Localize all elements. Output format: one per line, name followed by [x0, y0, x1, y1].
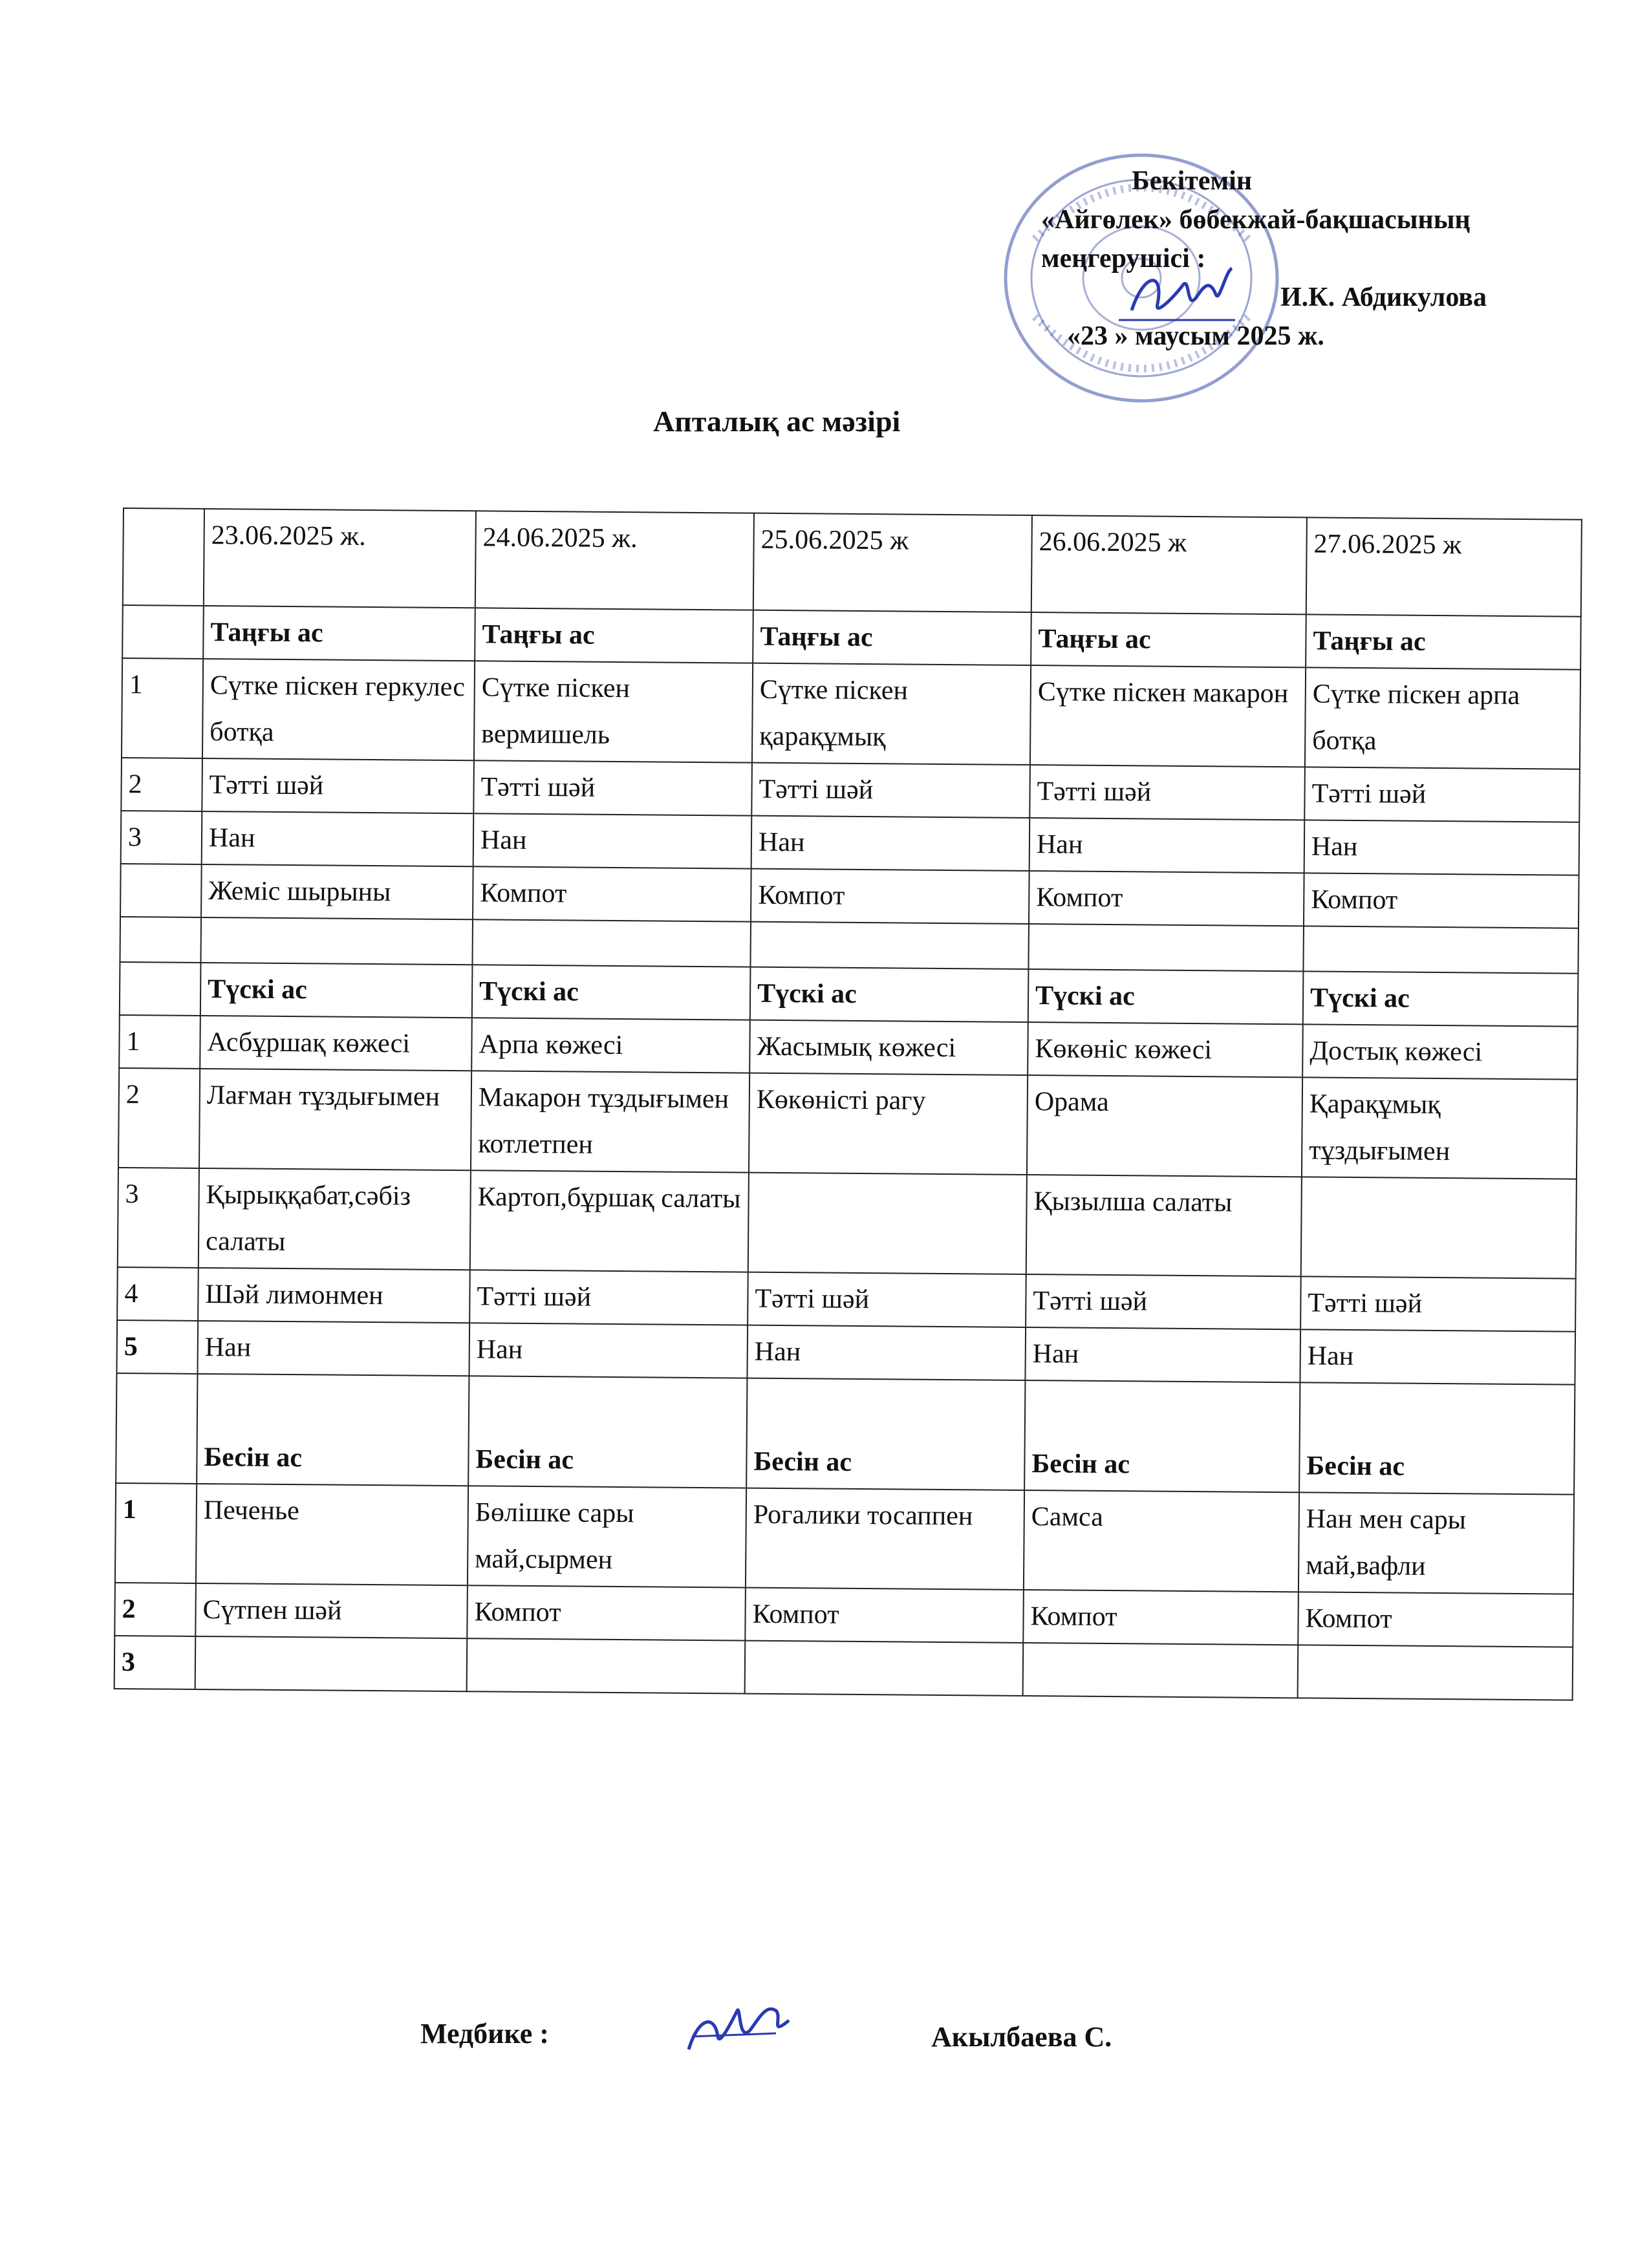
dish-cell: Компот: [1304, 873, 1579, 928]
dish-cell: Сүтпен шәй: [195, 1583, 468, 1638]
row-number: 1: [115, 1483, 197, 1583]
dish-cell: Көкөніс көжесі: [1028, 1022, 1303, 1077]
dish-cell: Компот: [467, 1585, 746, 1640]
nurse-signature: [679, 1991, 795, 2062]
date-cell: 24.06.2025 ж.: [475, 511, 754, 610]
meal-header-cell: Бесін ас: [1299, 1382, 1575, 1494]
date-cell: 27.06.2025 ж: [1306, 517, 1582, 616]
meal-header-cell: Таңғы ас: [1031, 612, 1306, 667]
approval-line-approve: Бекітемін: [1132, 166, 1253, 196]
dish-cell: Компот: [1029, 871, 1304, 926]
dish-cell: [195, 1636, 468, 1691]
row-number: 2: [118, 1068, 200, 1168]
date-row: [123, 508, 1582, 617]
dish-cell: Нан мен сары май,вафли: [1299, 1492, 1574, 1594]
dish-cell: Рогалики тосаппен: [746, 1488, 1024, 1590]
row-number: 5: [116, 1320, 198, 1374]
empty-cell: [750, 922, 1029, 969]
dish-cell: Нан: [1025, 1327, 1300, 1382]
dish-cell: Печенье: [196, 1484, 468, 1585]
num-cell: [120, 962, 201, 1016]
meal-header-cell: Бесін ас: [746, 1378, 1025, 1490]
meal-header-cell: Таңғы ас: [753, 610, 1031, 665]
meal-header-cell: Түскі ас: [750, 967, 1029, 1022]
dish-cell: Тәтті шәй: [748, 1272, 1026, 1327]
dish-cell: Көкөністі рагу: [749, 1073, 1028, 1175]
dish-cell: Компот: [745, 1588, 1024, 1643]
dish-cell: Бөлішке сары май,сырмен: [468, 1486, 746, 1587]
table-row: [115, 1483, 1574, 1594]
dish-cell: Жасымық көжесі: [749, 1020, 1028, 1075]
dish-cell: [1298, 1645, 1573, 1700]
meal-header-cell: Бесін ас: [197, 1374, 469, 1486]
dish-cell: Картоп,бұршақ салаты: [470, 1170, 749, 1272]
row-number: [120, 864, 202, 917]
dish-cell: Шәй лимонмен: [198, 1268, 470, 1323]
dish-cell: Қызылша салаты: [1026, 1175, 1302, 1276]
approval-line-institution: «Айгөлек» бөбекжай-бақшасының: [1041, 205, 1471, 235]
empty-cell: [200, 917, 473, 965]
table-row: [118, 1168, 1577, 1279]
dish-cell: Тәтті шәй: [202, 758, 474, 813]
dish-cell: Сүтке піскен вермишель: [474, 661, 753, 762]
approval-line-director: И.К. Абдикулова: [1280, 283, 1487, 312]
dish-cell: Асбұршақ көжесі: [200, 1016, 472, 1071]
dish-cell: Сүтке піскен макарон: [1030, 665, 1306, 767]
dish-cell: Тәтті шәй: [1029, 765, 1305, 820]
row-number: 1: [122, 658, 203, 758]
dish-cell: Нан: [1029, 818, 1305, 873]
corner-cell: [123, 508, 204, 606]
dish-cell: [748, 1173, 1027, 1274]
nurse-name: Акылбаева С.: [931, 2021, 1112, 2053]
num-cell: [122, 605, 204, 659]
meal-header-cell: Таңғы ас: [475, 608, 753, 663]
nurse-label: Медбике :: [420, 2018, 549, 2049]
dish-cell: Тәтті шәй: [1300, 1276, 1576, 1331]
dish-cell: Нан: [1304, 820, 1580, 875]
meal-header-cell: Бесін ас: [1024, 1380, 1300, 1492]
dish-cell: Тәтті шәй: [751, 763, 1030, 818]
dish-cell: Нан: [751, 816, 1030, 871]
meal-header-cell: Түскі ас: [200, 963, 473, 1018]
section-header-row: [116, 1373, 1575, 1495]
empty-cell: [1303, 926, 1579, 973]
date-cell: 25.06.2025 ж: [753, 513, 1032, 612]
dish-cell: Жеміс шырыны: [201, 864, 473, 919]
dish-cell: Макарон тұздығымен котлетпен: [471, 1071, 749, 1172]
dish-cell: Самса: [1024, 1490, 1299, 1592]
dish-cell: [1023, 1643, 1299, 1698]
dish-cell: Компот: [473, 866, 751, 921]
meal-header-cell: Түскі ас: [1028, 969, 1304, 1024]
dish-cell: Тәтті шәй: [469, 1270, 748, 1325]
director-signature: [1112, 259, 1242, 336]
empty-cell: [120, 917, 201, 963]
num-cell: [116, 1373, 197, 1484]
table-row: [118, 1068, 1577, 1179]
dish-cell: Лағман тұздығымен: [199, 1069, 471, 1170]
dish-cell: Сүтке піскен геркулес ботқа: [202, 659, 475, 760]
row-number: 4: [117, 1267, 199, 1321]
dish-cell: Достық көжесі: [1302, 1024, 1578, 1079]
dish-cell: [745, 1641, 1024, 1696]
row-number: 3: [114, 1636, 196, 1689]
meal-header-cell: Бесін ас: [468, 1376, 747, 1488]
dish-cell: Қырыққабат,сәбіз салаты: [199, 1168, 471, 1270]
meal-header-cell: Таңғы ас: [1306, 614, 1581, 669]
date-cell: 26.06.2025 ж: [1031, 515, 1307, 614]
dish-cell: Сүтке піскен қарақұмық: [752, 663, 1031, 765]
row-number: 2: [114, 1583, 196, 1636]
date-cell: 23.06.2025 ж.: [204, 509, 476, 608]
dish-cell: Компот: [751, 869, 1029, 924]
approval-line-date: «23 » маусым 2025 ж.: [1067, 321, 1324, 351]
meal-header-cell: Түскі ас: [1303, 971, 1579, 1026]
dish-cell: Нан: [747, 1325, 1026, 1380]
menu-table: [114, 508, 1582, 1701]
dish-cell: Тәтті шәй: [1026, 1274, 1301, 1329]
page-title: Апталық ас мәзірі: [653, 405, 901, 438]
row-number: 1: [119, 1015, 200, 1069]
row-number: 2: [121, 758, 202, 811]
dish-cell: Арпа көжесі: [471, 1018, 750, 1073]
dish-cell: [467, 1638, 746, 1693]
dish-cell: Тәтті шәй: [1304, 767, 1580, 822]
dish-cell: Компот: [1298, 1592, 1573, 1647]
row-number: 3: [118, 1168, 199, 1268]
dish-cell: Компот: [1023, 1590, 1299, 1645]
empty-cell: [1028, 924, 1304, 971]
dish-cell: Нан: [473, 813, 752, 868]
table-row: [122, 658, 1580, 769]
dish-cell: Орама: [1027, 1075, 1302, 1177]
dish-cell: Тәтті шәй: [473, 760, 752, 815]
dish-cell: Нан: [202, 811, 474, 866]
meal-header-cell: Түскі ас: [472, 965, 751, 1020]
empty-cell: [472, 919, 751, 967]
dish-cell: Нан: [197, 1321, 469, 1376]
row-number: 3: [121, 811, 202, 864]
table-row: [114, 1636, 1573, 1700]
approval-line-position: меңгерушісі :: [1041, 244, 1206, 273]
dish-cell: Нан: [469, 1323, 748, 1378]
dish-cell: Қарақұмық тұздығымен: [1302, 1077, 1577, 1179]
meal-header-cell: Таңғы ас: [203, 606, 475, 661]
dish-cell: [1301, 1177, 1577, 1278]
dish-cell: Нан: [1300, 1329, 1575, 1384]
dish-cell: Сүтке піскен арпа ботқа: [1305, 667, 1580, 769]
